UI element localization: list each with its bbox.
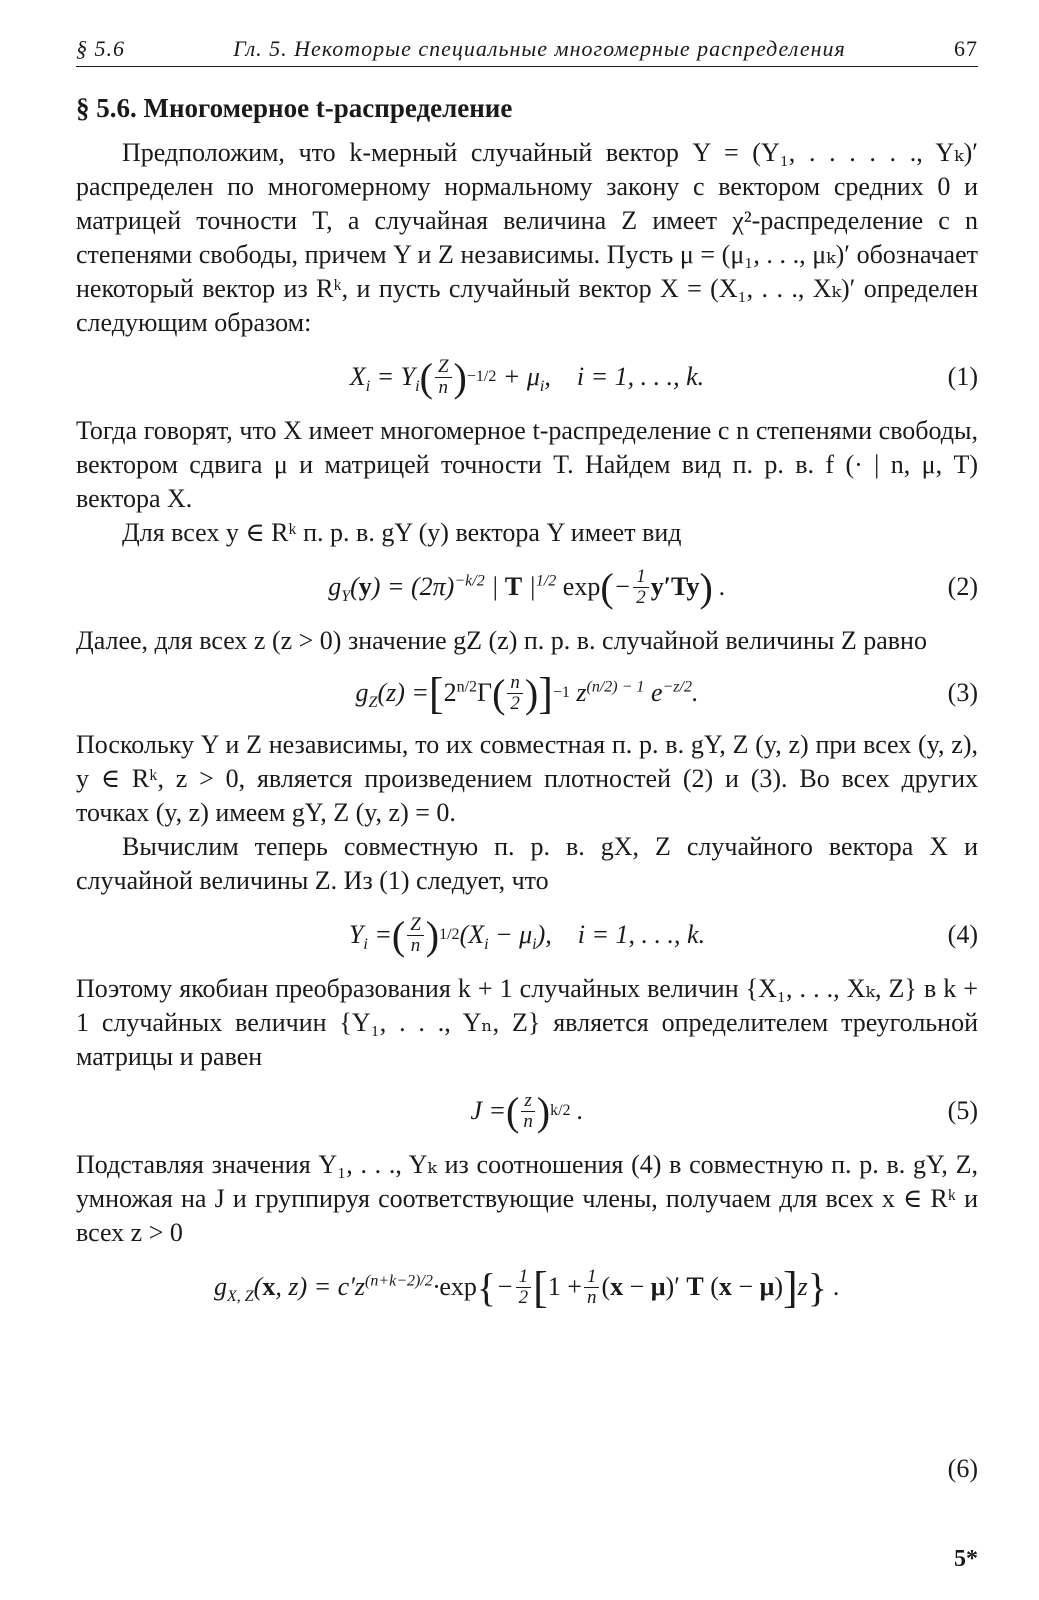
header-section: § 5.6 (76, 36, 125, 61)
paragraph-2: Тогда говорят, что X имеет многомерное t-распределение с n степенями свободы, вектором сдвига μ и матрицей точности T. Найдем вид п. р. в. f (· | n, μ, T) вектора X. (76, 416, 978, 513)
section-title: § 5.6. Многомерное t-распределение (76, 93, 513, 123)
equation-3: $g_Z(z)$ = [ $2^{n/2}\Gamma$ ( $\frac{n}{2}$ ) ] −1 $z^{(n/2) - 1}$ $e^{-z/2}$. (3) (355, 668, 978, 718)
header-page-number: 67 (954, 36, 978, 61)
equation-number-3: (3) (947, 678, 978, 707)
signature-mark: 5* (954, 1546, 978, 1572)
equation-4: $Y_i$ = ( $\frac{Z}{n}$ ) 1/2 $(X_i - \mu_i)$, i = 1, . . ., k. (4) (348, 912, 978, 958)
paragraph-3: Для всех y ∈ Rᵏ п. р. в. gY (y) вектора Y имеет вид (122, 518, 682, 547)
paragraph-4: Далее, для всех z (z > 0) значение gZ (z) п. р. в. случайной величины Z равно (76, 626, 927, 655)
paragraph-8: Подставляя значения Y₁, . . ., Yₖ из соотношения (4) в совместную п. р. в. gY, Z, умножая на J и группируя соответствующие члены, получаем для всех x ∈ Rᵏ и всех z > 0 (76, 1150, 978, 1247)
paragraph-6: Вычислим теперь совместную п. р. в. gX, Z случайного вектора X и случайной величины Z. Из (1) следует, что (76, 832, 978, 895)
equation-5: J = ( $\frac{z}{n}$ ) k/2 . (5) (470, 1088, 978, 1134)
running-header (76, 36, 978, 67)
paragraph-5: Поскольку Y и Z независимы, то их совместная п. р. в. gY, Z (y, z) при всех (y, z), y ∈ Rᵏ, z > 0, является произведением плотностей (2) и (3). Во всех других точках (y, z) имеем gY, Z (y, z) = 0. (76, 730, 978, 827)
header-chapter: Гл. 5. Некоторые специальные многомерные распределения (233, 36, 846, 61)
equation-1: $X_i = Y_i$ ( $\frac{Z}{n}$ ) −1/2 + $\mu_i$, i = 1, . . ., k. (1) (349, 354, 978, 400)
paragraph-7: Поэтому якобиан преобразования k + 1 случайных величин {X₁, . . ., Xₖ, Z} в k + 1 случайных величин {Y₁, . . ., Yₙ, Z} является определителем треугольной матрицы и равен (76, 974, 978, 1071)
equation-number-2: (2) (947, 572, 978, 601)
equation-number-4: (4) (947, 920, 978, 949)
equation-number-6: (6) (947, 1454, 978, 1483)
equation-number-1: (1) (947, 362, 978, 391)
page-content (76, 36, 978, 1572)
equation-6: $g_{X, Z}(x$, $z) = c'z^{(n+k-2)/2}\cdot\exp$ { − $\frac{1}{2}$ [ 1 + $\frac{1}{n}$ (x − μ)′ T (x − μ) ] z } . (214, 1262, 840, 1312)
paragraph-1: Предположим, что k-мерный случайный вектор Y = (Y₁, . . . . . ., Yₖ)′ распределен по многомерному нормальному закону с вектором средних 0 и матрицей точности T, а случайная величина Z имеет χ²-распределение с n степенями свободы, причем Y и Z независимы. Пусть μ = (μ₁, . . ., μₖ)′ обозначает некоторый вектор из Rᵏ, и пусть случайный вектор X = (X₁, . . ., Xₖ)′ определен следующим образом: (76, 138, 978, 337)
equation-number-5: (5) (947, 1096, 978, 1125)
equation-2: $g_Y(y) = (2\pi)^{-k/2}$ | T $|^{1/2}$ exp ( − $\frac{1}{2}$ y′Ty ) . (2) (328, 564, 978, 610)
